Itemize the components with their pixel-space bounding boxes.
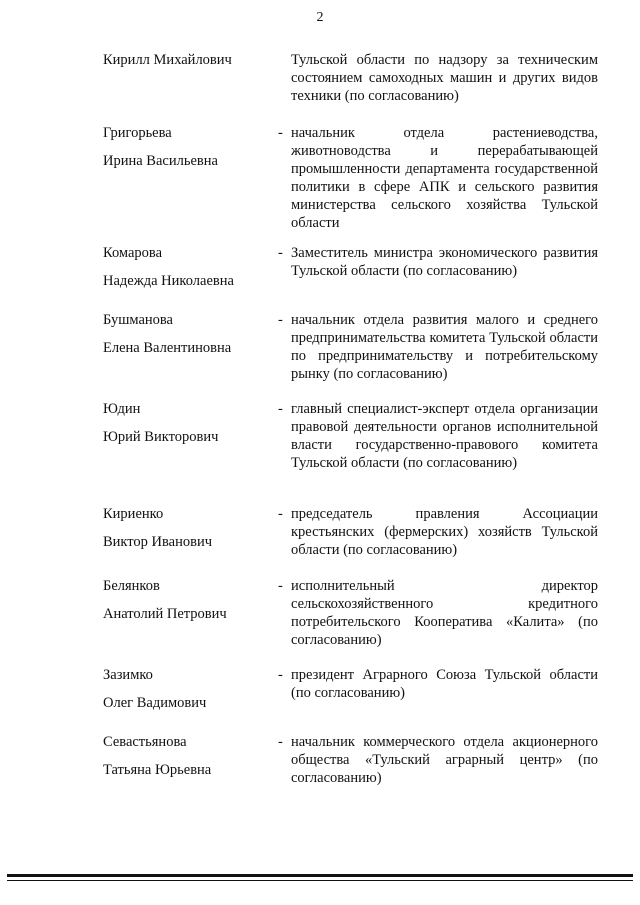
footer-rule-thin bbox=[7, 880, 633, 881]
dash-separator: - bbox=[278, 401, 283, 417]
member-role: начальник отдела растениеводства, животноводства и перерабатывающей промышленности департамента государственной политики в сфере АПК и сельского развития министерства сельского хозяйства Тульской области bbox=[291, 125, 598, 231]
member-given-names: Юрий Викторович bbox=[103, 429, 219, 445]
member-role: начальник отдела развития малого и среднего предпринимательства комитета Тульской области по предпринимательству и потребительскому рынку (по согласованию) bbox=[291, 312, 598, 382]
dash-separator: - bbox=[278, 125, 283, 141]
footer-rule bbox=[7, 874, 633, 877]
dash-separator: - bbox=[278, 312, 283, 328]
member-given-names: Ирина Васильевна bbox=[103, 153, 218, 169]
member-surname: Севастьянова bbox=[103, 734, 187, 750]
member-given-names: Виктор Иванович bbox=[103, 534, 213, 550]
member-role: председатель правления Ассоциации крестьянских (фермерских) хозяйств Тульской области (по согласованию) bbox=[291, 506, 598, 558]
dash-separator: - bbox=[278, 245, 283, 261]
member-role: начальник коммерческого отдела акционерного общества «Тульский аграрный центр» (по согласованию) bbox=[291, 734, 598, 786]
dash-separator: - bbox=[278, 506, 283, 522]
member-surname: Кириенко bbox=[103, 506, 164, 522]
member-role: исполнительный директор сельскохозяйственного кредитного потребительского Кооператива «Калита» (по согласованию) bbox=[291, 578, 598, 648]
member-role: президент Аграрного Союза Тульской области (по согласованию) bbox=[291, 667, 598, 701]
member-surname: Белянков bbox=[103, 578, 160, 594]
member-surname: Зазимко bbox=[103, 667, 153, 683]
member-given-names: Надежда Николаевна bbox=[103, 273, 234, 289]
member-surname: Бушманова bbox=[103, 312, 173, 328]
dash-separator: - bbox=[278, 578, 283, 594]
dash-separator: - bbox=[278, 667, 283, 683]
member-surname: Григорьева bbox=[103, 125, 172, 141]
member-role: главный специалист-эксперт отдела организации правовой деятельности органов исполнительной власти государственно-правового комитета Тульской области (по согласованию) bbox=[291, 401, 598, 471]
member-given-names: Олег Вадимович bbox=[103, 695, 207, 711]
member-given-names: Кирилл Михайлович bbox=[103, 52, 232, 68]
member-surname: Юдин bbox=[103, 401, 141, 417]
dash-separator: - bbox=[278, 734, 283, 750]
member-given-names: Татьяна Юрьевна bbox=[103, 762, 212, 778]
member-given-names: Елена Валентиновна bbox=[103, 340, 232, 356]
member-given-names: Анатолий Петрович bbox=[103, 606, 227, 622]
page-number: 2 bbox=[316, 10, 324, 25]
member-role: Заместитель министра экономического развития Тульской области (по согласованию) bbox=[291, 245, 598, 279]
member-surname: Комарова bbox=[103, 245, 163, 261]
member-role: Тульской области по надзору за техническим состоянием самоходных машин и других видов техники (по согласованию) bbox=[291, 52, 598, 104]
